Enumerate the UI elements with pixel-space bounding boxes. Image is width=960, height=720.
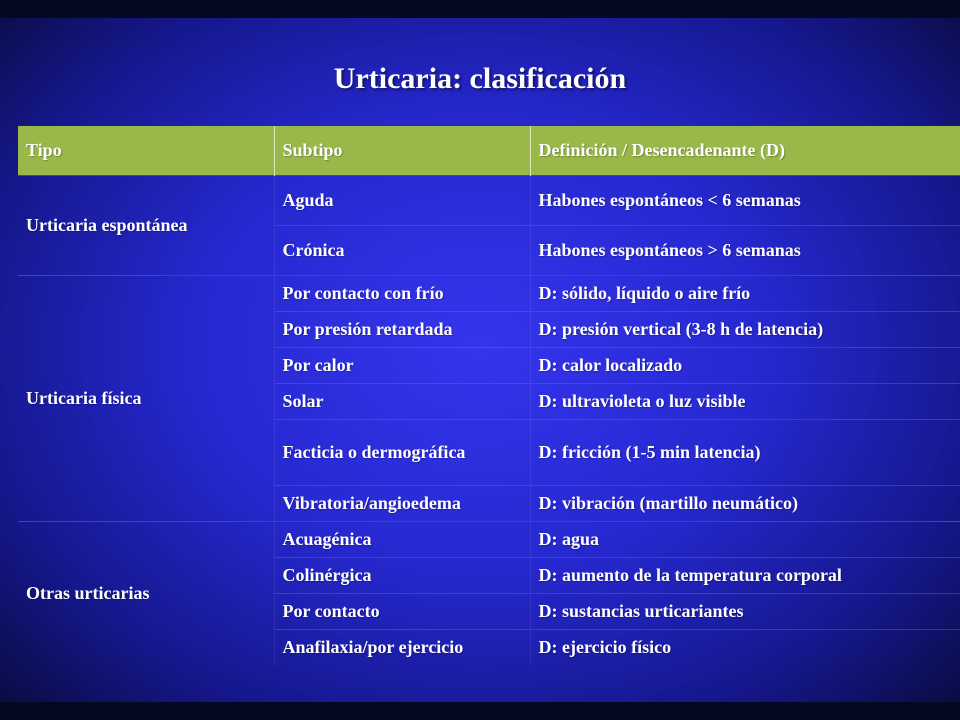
type-cell-other: Otras urticarias bbox=[18, 521, 274, 665]
definition-cell: D: sólido, líquido o aire frío bbox=[530, 275, 960, 311]
urticaria-classification-table bbox=[18, 126, 960, 665]
subtype-cell: Anafilaxia/por ejercicio bbox=[274, 629, 530, 665]
subtype-cell: Facticia o dermográfica bbox=[274, 419, 530, 485]
table-header-row bbox=[18, 126, 960, 175]
tipo-column-header: Tipo bbox=[18, 126, 274, 175]
subtype-cell: Acuagénica bbox=[274, 521, 530, 557]
table-row bbox=[18, 521, 960, 557]
subtipo-column-header: Subtipo bbox=[274, 126, 530, 175]
definition-cell: D: vibración (martillo neumático) bbox=[530, 485, 960, 521]
subtype-cell: Por calor bbox=[274, 347, 530, 383]
subtype-cell: Colinérgica bbox=[274, 557, 530, 593]
definition-cell: D: ultravioleta o luz visible bbox=[530, 383, 960, 419]
definition-cell: D: aumento de la temperatura corporal bbox=[530, 557, 960, 593]
definition-cell: D: agua bbox=[530, 521, 960, 557]
type-cell-spontaneous: Urticaria espontánea bbox=[18, 175, 274, 275]
definition-cell: Habones espontáneos < 6 semanas bbox=[530, 175, 960, 225]
slide-title: Urticaria: clasificación bbox=[333, 62, 627, 95]
top-dark-border bbox=[0, 0, 960, 18]
table-row bbox=[18, 275, 960, 311]
definition-cell: D: presión vertical (3-8 h de latencia) bbox=[530, 311, 960, 347]
table-row bbox=[18, 175, 960, 225]
type-cell-physical: Urticaria física bbox=[18, 275, 274, 521]
subtype-cell: Crónica bbox=[274, 225, 530, 275]
definition-cell: Habones espontáneos > 6 semanas bbox=[530, 225, 960, 275]
subtype-cell: Por presión retardada bbox=[274, 311, 530, 347]
bottom-dark-border bbox=[0, 702, 960, 720]
definition-cell: D: calor localizado bbox=[530, 347, 960, 383]
definition-cell: D: fricción (1-5 min latencia) bbox=[530, 419, 960, 485]
definition-cell: D: sustancias urticariantes bbox=[530, 593, 960, 629]
subtype-cell: Aguda bbox=[274, 175, 530, 225]
subtype-cell: Solar bbox=[274, 383, 530, 419]
definition-cell: D: ejercicio físico bbox=[530, 629, 960, 665]
definition-column-header: Definición / Desencadenante (D) bbox=[530, 126, 960, 175]
subtype-cell: Vibratoria/angioedema bbox=[274, 485, 530, 521]
subtype-cell: Por contacto bbox=[274, 593, 530, 629]
subtype-cell: Por contacto con frío bbox=[274, 275, 530, 311]
